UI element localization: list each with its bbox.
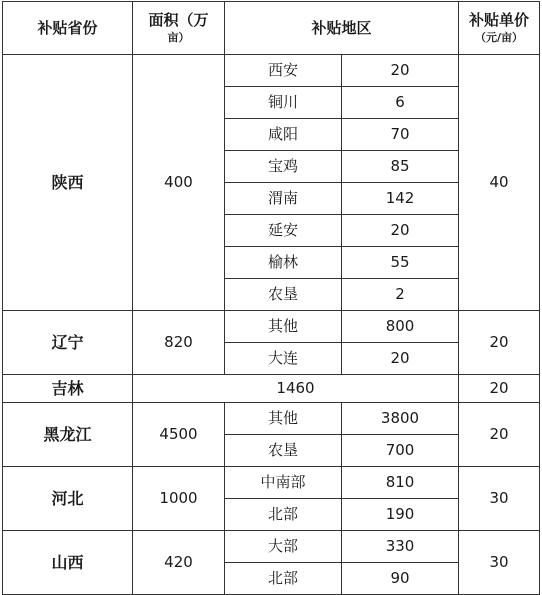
region-value-cell: 20 <box>342 343 459 375</box>
region-value-cell: 55 <box>342 247 459 279</box>
region-value-cell: 810 <box>342 467 459 499</box>
region-cell: 榆林 <box>225 247 342 279</box>
region-cell: 北部 <box>225 563 342 595</box>
region-value-cell: 330 <box>342 531 459 563</box>
region-cell: 农垦 <box>225 435 342 467</box>
region-cell: 咸阳 <box>225 119 342 151</box>
region-value-cell: 3800 <box>342 403 459 435</box>
province-cell: 黑龙江 <box>3 403 133 467</box>
province-cell: 吉林 <box>3 375 133 403</box>
area-cell: 820 <box>133 311 225 375</box>
price-cell: 20 <box>459 403 540 467</box>
area-cell: 420 <box>133 531 225 595</box>
area-cell: 1000 <box>133 467 225 531</box>
region-value-cell: 700 <box>342 435 459 467</box>
region-cell: 大部 <box>225 531 342 563</box>
table-row <box>3 311 540 343</box>
table-row <box>3 403 540 435</box>
region-value-cell: 800 <box>342 311 459 343</box>
region-cell: 农垦 <box>225 279 342 311</box>
region-value-cell: 20 <box>342 55 459 87</box>
region-value-cell: 2 <box>342 279 459 311</box>
region-cell: 渭南 <box>225 183 342 215</box>
header-area-line2: 亩） <box>167 30 190 44</box>
region-value-cell: 20 <box>342 215 459 247</box>
region-cell: 宝鸡 <box>225 151 342 183</box>
area-cell: 4500 <box>133 403 225 467</box>
price-cell: 20 <box>459 375 540 403</box>
header-price-line1: 补贴单价 <box>469 11 530 30</box>
region-cell: 北部 <box>225 499 342 531</box>
region-value-cell: 70 <box>342 119 459 151</box>
header-province: 补贴省份 <box>3 2 133 55</box>
price-cell: 20 <box>459 311 540 375</box>
price-cell: 30 <box>459 467 540 531</box>
header-area-line1: 面积（万 <box>148 11 209 30</box>
region-value-cell: 6 <box>342 87 459 119</box>
region-cell: 其他 <box>225 403 342 435</box>
region-value-cell: 190 <box>342 499 459 531</box>
province-cell: 陕西 <box>3 55 133 311</box>
header-price <box>459 2 540 55</box>
price-cell: 30 <box>459 531 540 595</box>
region-cell: 延安 <box>225 215 342 247</box>
table-row <box>3 55 540 87</box>
region-value-cell: 85 <box>342 151 459 183</box>
region-value-cell: 90 <box>342 563 459 595</box>
header-region: 补贴地区 <box>225 2 459 55</box>
region-cell: 西安 <box>225 55 342 87</box>
table-row <box>3 531 540 563</box>
region-cell: 铜川 <box>225 87 342 119</box>
province-cell: 河北 <box>3 467 133 531</box>
region-value-cell: 142 <box>342 183 459 215</box>
table-header-row <box>3 2 540 55</box>
area-cell: 400 <box>133 55 225 311</box>
province-cell: 辽宁 <box>3 311 133 375</box>
area-cell: 1460 <box>133 375 459 403</box>
province-cell: 山西 <box>3 531 133 595</box>
region-cell: 大连 <box>225 343 342 375</box>
price-cell: 40 <box>459 55 540 311</box>
header-price-line2: （元/亩） <box>475 30 524 44</box>
header-area <box>133 2 225 55</box>
table-row <box>3 467 540 499</box>
table-row <box>3 375 540 403</box>
subsidy-table <box>2 1 540 595</box>
region-cell: 其他 <box>225 311 342 343</box>
region-cell: 中南部 <box>225 467 342 499</box>
